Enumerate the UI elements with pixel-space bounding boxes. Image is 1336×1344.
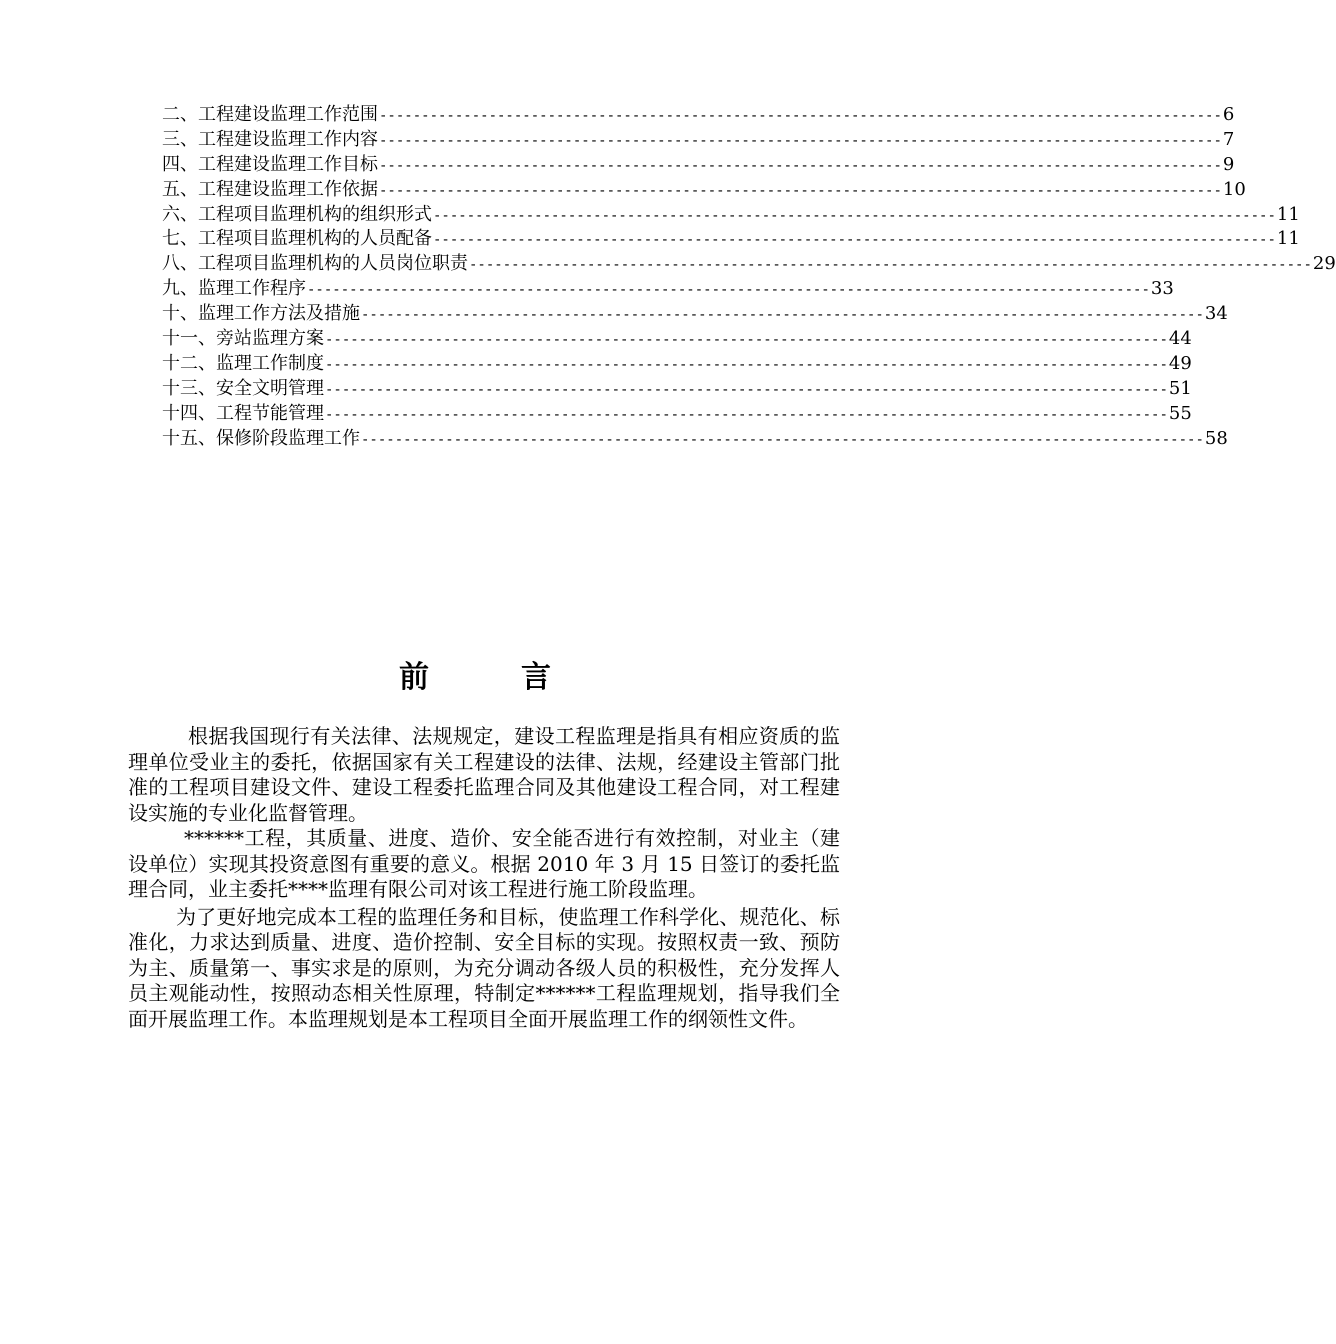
toc-entry-title: 七、工程项目监理机构的人员配备 (162, 228, 432, 250)
toc-entry-title: 十二、监理工作制度 (162, 352, 324, 374)
toc-entry (162, 178, 1246, 203)
toc-entry-title: 九、监理工作程序 (162, 278, 306, 300)
toc-entry-title: 八、工程项目监理机构的人员岗位职责 (162, 253, 468, 275)
toc-entry-title: 十、监理工作方法及措施 (162, 303, 360, 325)
table-of-contents (162, 103, 1336, 451)
toc-dot-leader: ---------------------------------------------------------------------------------------------------- (361, 431, 1204, 448)
preface-paragraph: 为了更好地完成本工程的监理任务和目标，使监理工作科学化、规范化、标准化，力求达到质量、进度、造价控制、安全目标的实现。按照权责一致、预防为主、质量第一、事实求是的原则，为充分调动各级人员的积极性，充分发挥人员主观能动性，按照动态相关性原理，特制定******工程监理规划，指导我们全面开展监理工作。本监理规划是本工程项目全面开展监理工作的纲领性文件。 (128, 904, 840, 1031)
toc-dot-leader: ---------------------------------------------------------------------------------------------------- (379, 157, 1222, 174)
toc-dot-leader: ---------------------------------------------------------------------------------------------------- (325, 381, 1168, 398)
toc-entry-title: 十五、保修阶段监理工作 (162, 427, 360, 449)
toc-entry-page: 51 (1168, 377, 1192, 399)
toc-entry (162, 103, 1235, 128)
toc-entry (162, 302, 1228, 327)
toc-entry-page: 29 (1312, 253, 1336, 275)
toc-entry-title: 六、工程项目监理机构的组织形式 (162, 203, 432, 225)
toc-entry-page: 49 (1168, 352, 1192, 374)
toc-entry (162, 402, 1192, 427)
toc-dot-leader: ---------------------------------------------------------------------------------------------------- (379, 182, 1222, 199)
toc-entry-title: 十三、安全文明管理 (162, 377, 324, 399)
toc-entry-page: 11 (1276, 203, 1300, 225)
toc-entry (162, 377, 1192, 402)
toc-dot-leader: ---------------------------------------------------------------------------------------------------- (469, 257, 1312, 274)
toc-entry (162, 128, 1235, 153)
toc-dot-leader: ---------------------------------------------------------------------------------------------------- (433, 207, 1276, 224)
toc-entry (162, 227, 1300, 252)
preface-heading-char: 前 (399, 660, 429, 695)
toc-entry (162, 277, 1174, 302)
toc-dot-leader: ---------------------------------------------------------------------------------------------------- (361, 307, 1204, 324)
preface-paragraph: 根据我国现行有关法律、法规规定，建设工程监理是指具有相应资质的监理单位受业主的委托，依据国家有关工程建设的法律、法规，经建设主管部门批准的工程项目建设文件、建设工程委托监理合同及其他建设工程合同，对工程建设实施的专业化监督管理。 (128, 724, 840, 825)
toc-entry-page: 11 (1276, 228, 1300, 250)
toc-entry (162, 153, 1235, 178)
toc-dot-leader: ---------------------------------------------------------------------------------------------------- (379, 108, 1222, 124)
toc-dot-leader: ---------------------------------------------------------------------------------------------------- (325, 406, 1168, 423)
toc-dot-leader: ---------------------------------------------------------------------------------------------------- (325, 356, 1168, 373)
toc-entry-page: 33 (1150, 278, 1174, 300)
toc-entry-page: 6 (1222, 104, 1235, 125)
toc-dot-leader: ---------------------------------------------------------------------------------------------------- (307, 282, 1150, 299)
preface-body (128, 724, 840, 1032)
toc-entry-title: 二、工程建设监理工作范围 (162, 104, 378, 125)
toc-entry-title: 十一、旁站监理方案 (162, 328, 324, 350)
toc-entry-title: 四、工程建设监理工作目标 (162, 153, 378, 175)
preface-paragraph: ******工程，其质量、进度、造价、安全能否进行有效控制，对业主（建设单位）实现其投资意图有重要的意义。根据 2010 年 3 月 15 日签订的委托监理合同，业主委托****监理有限公司对该工程进行施工阶段监理。 (128, 826, 840, 901)
toc-entry-page: 44 (1168, 328, 1192, 350)
toc-dot-leader: ---------------------------------------------------------------------------------------------------- (433, 232, 1276, 249)
toc-entry-page: 58 (1204, 427, 1228, 449)
toc-entry (162, 427, 1228, 452)
toc-entry-title: 十四、工程节能管理 (162, 402, 324, 424)
toc-dot-leader: ---------------------------------------------------------------------------------------------------- (325, 332, 1168, 349)
toc-entry-page: 55 (1168, 402, 1192, 424)
toc-entry-page: 7 (1222, 128, 1235, 150)
preface-heading (0, 652, 950, 696)
toc-entry (162, 327, 1192, 352)
toc-entry (162, 252, 1336, 277)
toc-entry-page: 10 (1222, 178, 1246, 200)
toc-entry-page: 9 (1222, 153, 1235, 175)
toc-entry-page: 34 (1204, 303, 1228, 325)
toc-entry-title: 五、工程建设监理工作依据 (162, 178, 378, 200)
preface-heading-char: 言 (521, 660, 551, 695)
toc-entry (162, 352, 1192, 377)
toc-dot-leader: ---------------------------------------------------------------------------------------------------- (379, 132, 1222, 149)
toc-entry-title: 三、工程建设监理工作内容 (162, 128, 378, 150)
toc-entry (162, 203, 1300, 228)
